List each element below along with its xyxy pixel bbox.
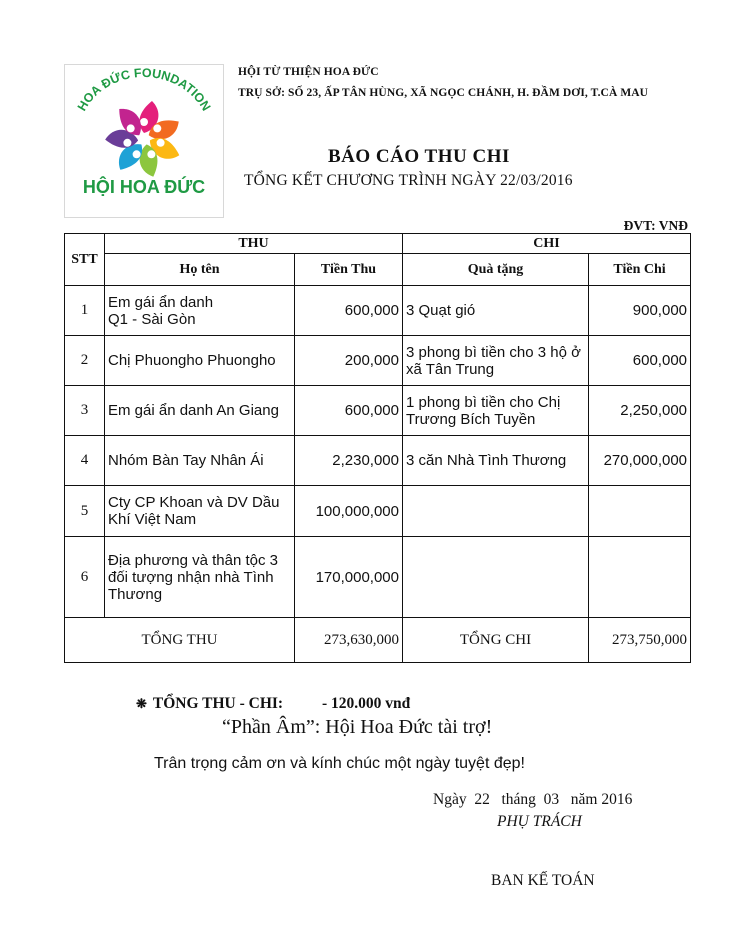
row-gift: 3 Quạt gió <box>403 286 589 336</box>
total-income-label: TỔNG THU <box>65 618 295 663</box>
row-name: Chị Phuongho Phuongho <box>105 336 295 386</box>
logo-petal-hole <box>133 150 141 158</box>
row-gift-line: xã Tân Trung <box>406 360 495 378</box>
row-name: Nhóm Bàn Tay Nhân Ái <box>105 436 295 486</box>
thu-header: THU <box>105 234 403 254</box>
row-expense: 900,000 <box>589 286 691 336</box>
row-income: 2,230,000 <box>295 436 403 486</box>
currency-unit: ĐVT: VNĐ <box>623 218 688 233</box>
table-row <box>65 436 691 486</box>
row-stt: 4 <box>65 436 105 486</box>
row-income: 600,000 <box>295 386 403 436</box>
totals-row <box>65 618 691 663</box>
sponsor-note: “Phần Âm”: Hội Hoa Đức tài trợ! <box>222 716 493 738</box>
row-expense <box>589 537 691 618</box>
row-name: Em gái ẩn danh An Giang <box>105 386 295 436</box>
organization-address: TRỤ SỞ: SỐ 23, ẤP TÂN HÙNG, XÃ NGỌC CHÁNH, H. ĐẦM DƠI, T.CÀ MAU <box>238 87 649 99</box>
income-expense-table <box>64 233 691 663</box>
row-income: 200,000 <box>295 336 403 386</box>
row-stt: 6 <box>65 537 105 618</box>
row-income: 170,000,000 <box>295 537 403 618</box>
signature-date: Ngày 22 tháng 03 năm 2016 <box>433 791 633 808</box>
row-income: 100,000,000 <box>295 486 403 537</box>
row-gift-line: Trương Bích Tuyền <box>406 410 536 428</box>
row-name <box>105 286 295 336</box>
logo-petal-hole <box>157 139 165 147</box>
report-subtitle: TỔNG KẾT CHƯƠNG TRÌNH NGÀY 22/03/2016 <box>244 172 573 189</box>
row-name-line: Cty CP Khoan và DV Dầu <box>108 494 280 511</box>
table-group-header-row <box>65 234 691 254</box>
row-name-line: Thương <box>108 585 163 603</box>
row-name-line: Em gái ẩn danh <box>108 293 214 311</box>
total-income-value: 273,630,000 <box>295 618 403 663</box>
table-column-header-row <box>65 254 691 286</box>
row-gift <box>403 486 589 537</box>
balance-summary <box>136 695 411 713</box>
logo-petal-hole <box>140 118 148 126</box>
table-row <box>65 486 691 537</box>
total-expense-label: TỔNG CHI <box>403 618 589 663</box>
row-name-line: Địa phương và thân tộc 3 <box>108 551 278 569</box>
name-column-header: Họ tên <box>105 254 295 286</box>
logo-center <box>138 133 150 145</box>
chi-header: CHI <box>403 234 691 254</box>
foundation-logo <box>64 64 224 218</box>
thanks-message: Trân trọng cảm ơn và kính chúc một ngày tuyệt đẹp! <box>154 755 525 772</box>
row-gift <box>403 386 589 436</box>
logo-name-text: HỘI HOA ĐỨC <box>82 177 206 197</box>
logo-petal-hole <box>153 124 161 132</box>
row-expense: 270,000,000 <box>589 436 691 486</box>
table-row <box>65 537 691 618</box>
balance-value: - 120.000 vnđ <box>322 695 411 712</box>
stt-header: STT <box>65 234 105 286</box>
row-gift-line: 3 phong bì tiền cho 3 hộ ở <box>406 343 581 361</box>
signature-signer: BAN KẾ TOÁN <box>491 872 595 889</box>
row-income: 600,000 <box>295 286 403 336</box>
flower-logo-icon <box>65 65 223 217</box>
row-stt: 3 <box>65 386 105 436</box>
row-expense: 2,250,000 <box>589 386 691 436</box>
report-title: BÁO CÁO THU CHI <box>328 146 510 167</box>
row-gift: 3 căn Nhà Tình Thương <box>403 436 589 486</box>
organization-name: HỘI TỪ THIỆN HOA ĐỨC <box>238 66 379 78</box>
row-name-line: đối tượng nhận nhà Tình <box>108 568 274 586</box>
row-gift <box>403 336 589 386</box>
logo-arc-text: HOA ĐỨC FOUNDATION <box>74 65 214 114</box>
row-name <box>105 486 295 537</box>
bullet-icon: ❋ <box>136 696 147 711</box>
row-expense: 600,000 <box>589 336 691 386</box>
row-gift <box>403 537 589 618</box>
logo-petal-hole <box>123 139 131 147</box>
row-stt: 1 <box>65 286 105 336</box>
total-expense-value: 273,750,000 <box>589 618 691 663</box>
row-name <box>105 537 295 618</box>
table-row <box>65 336 691 386</box>
table-row <box>65 386 691 436</box>
balance-label: TỔNG THU - CHI: <box>152 695 284 712</box>
table-row <box>65 286 691 336</box>
row-gift-line: 1 phong bì tiền cho Chị <box>406 393 561 411</box>
row-name-line: Q1 - Sài Gòn <box>108 310 196 328</box>
row-stt: 2 <box>65 336 105 386</box>
expense-column-header: Tiền Chi <box>589 254 691 286</box>
signature-role: PHỤ TRÁCH <box>497 813 582 830</box>
logo-petal-hole <box>127 124 135 132</box>
logo-petal-hole <box>147 150 155 158</box>
row-name-line: Khí Việt Nam <box>108 511 197 528</box>
income-column-header: Tiền Thu <box>295 254 403 286</box>
gift-column-header: Quà tặng <box>403 254 589 286</box>
row-stt: 5 <box>65 486 105 537</box>
row-expense <box>589 486 691 537</box>
